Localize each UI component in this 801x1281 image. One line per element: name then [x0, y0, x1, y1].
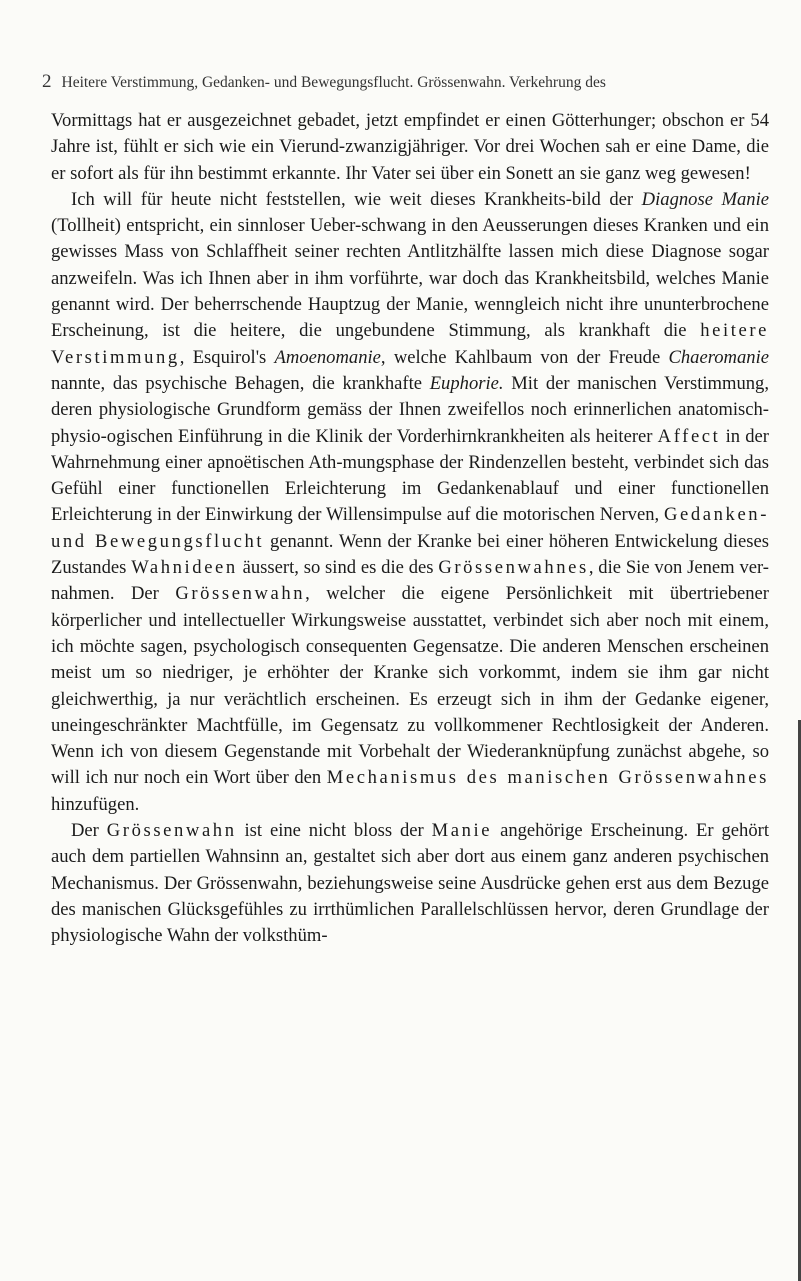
italic-term: Chaeromanie	[668, 346, 769, 368]
spaced-term: Mechanismus des manischen Grössenwahnes	[326, 767, 769, 789]
text-run: angehörige Erscheinung. Er gehört auch dem partiellen Wahnsinn an, gestaltet sich aber dort aus einem ganz anderen psychischen Mechanismus. Der Grössenwahn, beziehungsweise seine Ausdrücke gehen erst aus dem Bezuge des manischen Glücksgefühles zu irrthümlichen Parallelschlüssen hervor, deren Grundlage der physiologische Wahn der volksthüm-	[51, 820, 769, 947]
text-run: (Tollheit) entspricht, ein sinnloser Ueber-schwang in den Aeusserungen dieses Kranken und ein gewisses Mass von Schlaffheit seiner rechten Antlitzhälfte lassen mich diese Diagnose sogar anzweifeln. Was ich Ihnen aber in ihm vorführte, war doch das Krankheitsbild, welches Manie genannt wird. Der beherrschende Hauptzug der Manie, wenngleich nicht ihre ununterbrochene Erscheinung, ist die heitere, die ungebundene Stimmung, als krankhaft die	[51, 215, 769, 342]
spaced-term: Manie	[431, 820, 493, 842]
text-run: Mit der manischen Verstimmung, deren physiologische Grundform gemäss der Ihnen zweifellos noch erinnerlichen anatomisch-physio-ogischen Einführung in die Klinik der Vorderhirnkrankheiten als heiterer	[51, 372, 769, 447]
page-body-text	[51, 108, 769, 950]
text-run: , welche Kahlbaum von der Freude	[380, 346, 669, 368]
text-run: Ich will für heute nicht feststellen, wie weit dieses Krankheits-bild der	[71, 188, 642, 210]
text-run: nannte, das psychische Behagen, die krankhafte	[51, 372, 430, 394]
italic-term: Amoenomanie	[274, 346, 381, 368]
spaced-term: Wahnideen	[131, 557, 238, 579]
paragraph	[51, 187, 769, 818]
text-run: Vormittags hat er ausgezeichnet gebadet, jetzt empfindet er einen Götterhunger; obschon er 54 Jahre ist, fühlt er sich wie ein Vierund-zwanzigjähriger. Vor drei Wochen sah er eine Dame, die er sofort als für ihn bestimmt erkannte. Ihr Vater sei über ein Sonett an sie ganz weg gewesen!	[51, 110, 769, 184]
spaced-term: Grössenwahn	[175, 583, 306, 605]
running-header	[42, 72, 782, 93]
spaced-term: Grössenwahnes	[438, 557, 589, 579]
text-run: in der Wahrnehmung einer apnoëtischen Ath-mungsphase der Rindenzellen besteht, verbindet sich das Gefühl einer functionellen Erleichterung im Gedankenablauf und einer functionellen Erleichterung in der Einwirkung der Willensimpulse auf die motorischen Nerven,	[51, 425, 769, 526]
text-run: , welcher die eigene Persönlichkeit mit übertriebener körperlicher und intellectueller Wirkungsweise ausstattet, verbindet sich aber noch mit einem, ich möchte sagen, psychologisch consequenten Gegensatze. Die anderen Menschen erscheinen meist um so niedriger, je erhöhter der Kranke sich vorkommt, indem sie ihm gar nicht gleichwerthig, ja nur verächtlich erscheinen. Es erzeugt sich in ihm der Gedanke eigener, uneingeschränkter Machtfülle, im Gegensatz zu vollkommener Rechtlosigkeit der Anderen. Wenn ich von diesem Gegenstande mit Vorbehalt der Wiederanknüpfung zunächst abgehe, so will ich nur noch ein Wort über den	[51, 583, 769, 789]
paragraph	[51, 108, 769, 187]
spaced-term: Affect	[657, 425, 721, 447]
text-run: ist eine nicht bloss der	[236, 820, 432, 842]
italic-term: Euphorie.	[429, 372, 504, 394]
text-run: genannt. Wenn der Kranke bei einer höheren Entwickelung dieses Zustandes	[51, 530, 769, 579]
spaced-term: heitere Verstimmung	[51, 320, 769, 368]
text-run: , die Sie von Jenem ver-nahmen. Der	[51, 557, 770, 605]
spaced-term: Grössenwahn	[106, 820, 237, 842]
running-title: Heitere Verstimmung, Gedanken- und Bewegungsflucht. Grössenwahn. Verkehrung des	[61, 74, 606, 91]
paragraph	[51, 818, 769, 949]
text-run: Der	[71, 820, 107, 842]
text-run: hinzufügen.	[51, 793, 140, 815]
page-number: 2	[42, 71, 52, 92]
text-run: äussert, so sind es die des	[237, 557, 439, 579]
italic-term: Diagnose Manie	[641, 188, 769, 210]
spaced-term: Gedanken- und Bewegungsflucht	[51, 504, 769, 552]
text-run: , Esquirol's	[179, 346, 275, 368]
